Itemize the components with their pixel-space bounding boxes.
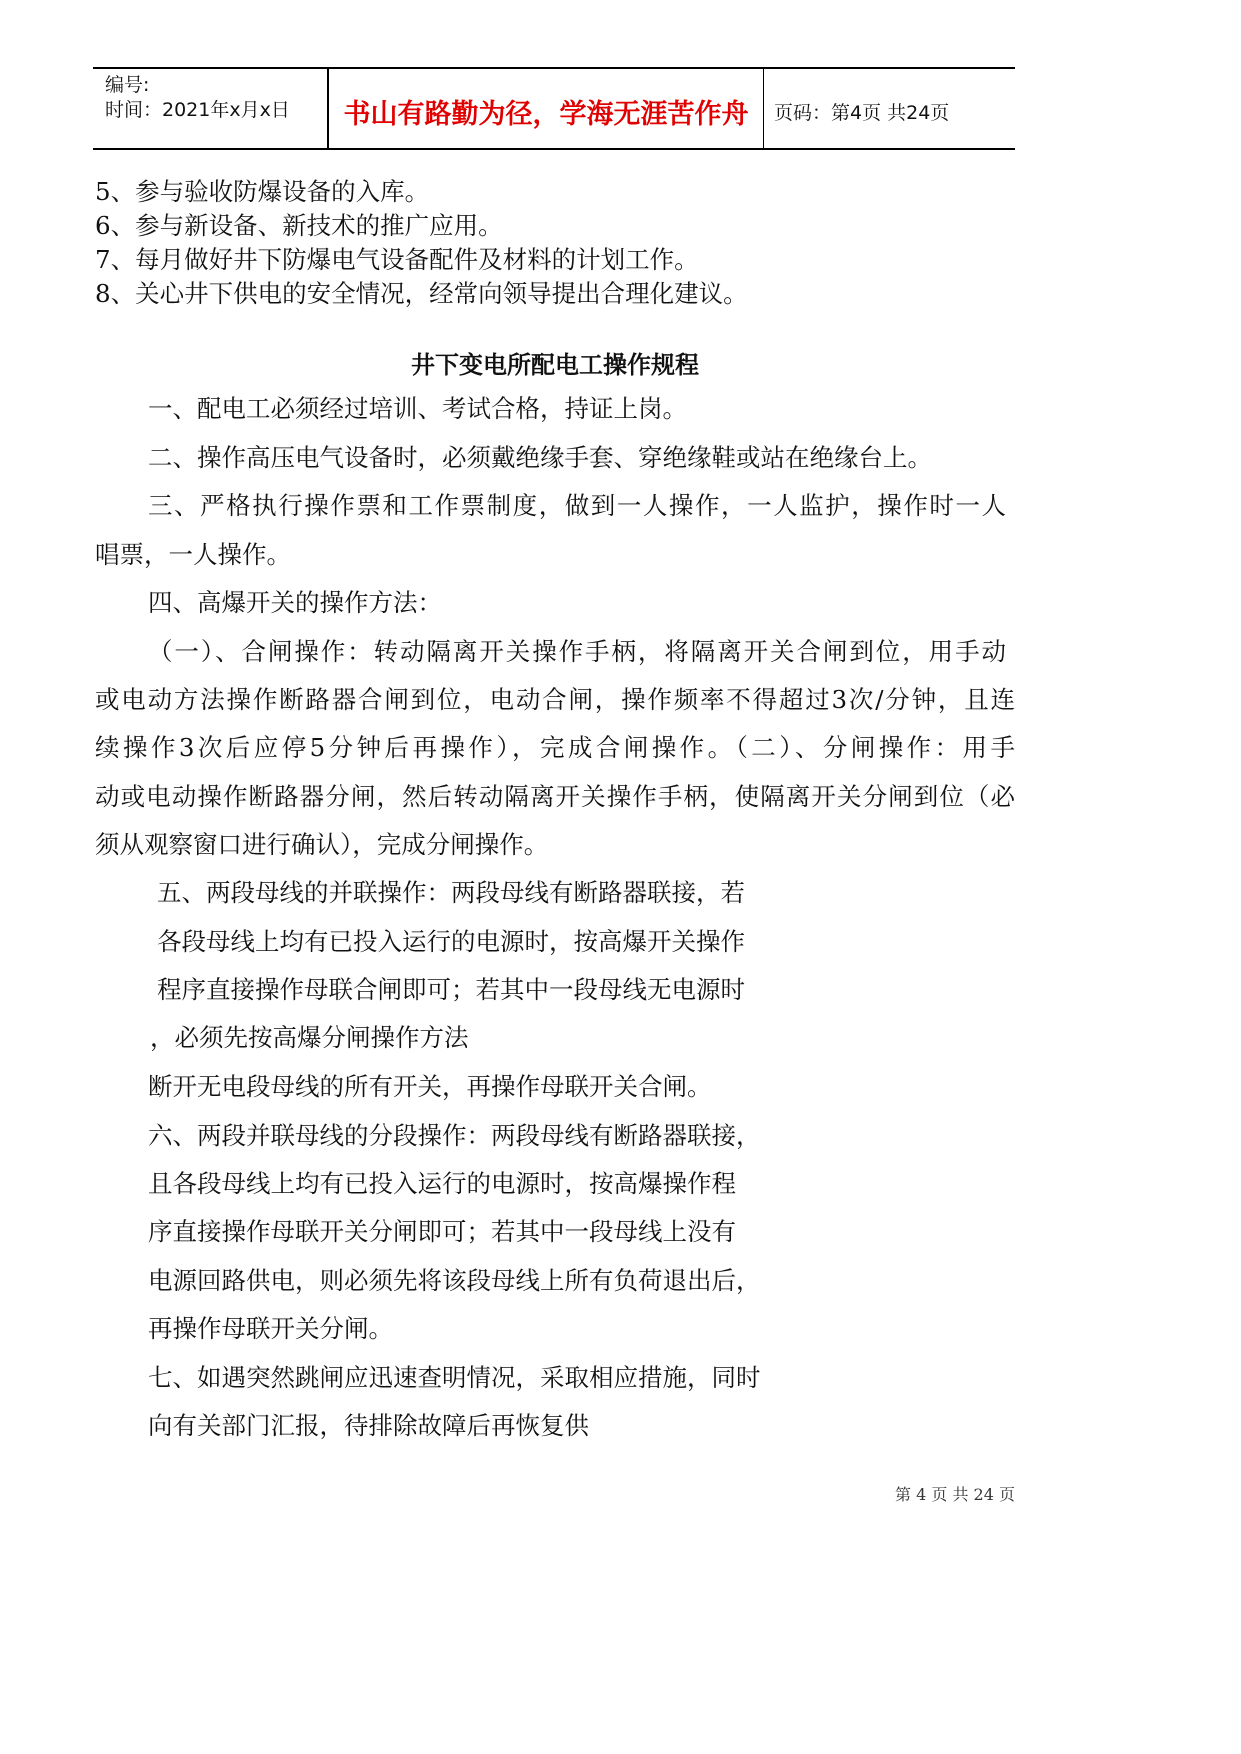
text-line: 须从观察窗口进行确认），完成分闸操作。 — [95, 830, 549, 859]
text-line: 唱票，一人操作。 — [95, 540, 291, 569]
text-line: 续操作3次后应停5分钟后再操作），完成合闸操作。（二）、分闸操作：用手 — [95, 733, 1015, 762]
header-motto: 书山有路勤为径，学海无涯苦作舟 — [343, 99, 749, 130]
header-divider — [763, 67, 764, 150]
text-line: 七、如遇突然跳闸应迅速查明情况，采取相应措施，同时 — [148, 1363, 761, 1392]
text-line: 且各段母线上均有已投入运行的电源时，按高爆操作程 — [148, 1169, 736, 1198]
text-line: 六、两段并联母线的分段操作：两段母线有断路器联接， — [148, 1121, 761, 1150]
text-line: 三、严格执行操作票和工作票制度，做到一人操作，一人监护，操作时一人 — [148, 491, 1006, 520]
text-line: 电源回路供电，则必须先将该段母线上所有负荷退出后， — [148, 1266, 761, 1295]
header-bottom-rule — [93, 148, 1015, 150]
text-line: 断开无电段母线的所有开关，再操作母联开关合闸。 — [148, 1072, 712, 1101]
section-title: 井下变电所配电工操作规程 — [411, 351, 699, 379]
text-line: 各段母线上均有已投入运行的电源时，按高爆开关操作 — [157, 927, 745, 956]
header-top-rule — [93, 67, 1015, 69]
text-line: 二、操作高压电气设备时，必须戴绝缘手套、穿绝缘鞋或站在绝缘台上。 — [148, 443, 932, 472]
text-line: 四、高爆开关的操作方法： — [148, 588, 442, 617]
list-item: 6、参与新设备、新技术的推广应用。 — [95, 211, 503, 240]
text-line: ，必须先按高爆分闸操作方法 — [150, 1023, 469, 1052]
text-line: 或电动方法操作断路器合闸到位，电动合闸，操作频率不得超过3次/分钟，且连 — [95, 685, 1015, 714]
list-item: 7、每月做好井下防爆电气设备配件及材料的计划工作。 — [95, 245, 699, 274]
header-divider — [327, 67, 329, 150]
list-item: 8、关心井下供电的安全情况，经常向领导提出合理化建议。 — [95, 279, 748, 308]
text-line: 一、配电工必须经过培训、考试合格，持证上岗。 — [148, 394, 687, 423]
text-line: 序直接操作母联开关分闸即可；若其中一段母线上没有 — [148, 1217, 736, 1246]
text-line: 五、两段母线的并联操作：两段母线有断路器联接，若 — [157, 878, 745, 907]
text-line: 向有关部门汇报，待排除故障后再恢复供 — [148, 1411, 589, 1440]
page-footer: 第 4 页 共 24 页 — [895, 1485, 1015, 1504]
page-indicator: 页码：第4页 共24页 — [774, 102, 950, 124]
doc-time-label: 时间：2021年x月x日 — [105, 99, 290, 121]
text-line: （一）、合闸操作：转动隔离开关操作手柄，将隔离开关合闸到位，用手动 — [148, 637, 1006, 666]
text-line: 再操作母联开关分闸。 — [148, 1314, 393, 1343]
text-line: 程序直接操作母联合闸即可；若其中一段母线无电源时 — [157, 975, 745, 1004]
list-item: 5、参与验收防爆设备的入库。 — [95, 177, 430, 206]
text-line: 动或电动操作断路器分闸，然后转动隔离开关操作手柄，使隔离开关分闸到位（必 — [95, 782, 1015, 811]
doc-number-label: 编号: — [105, 74, 150, 96]
